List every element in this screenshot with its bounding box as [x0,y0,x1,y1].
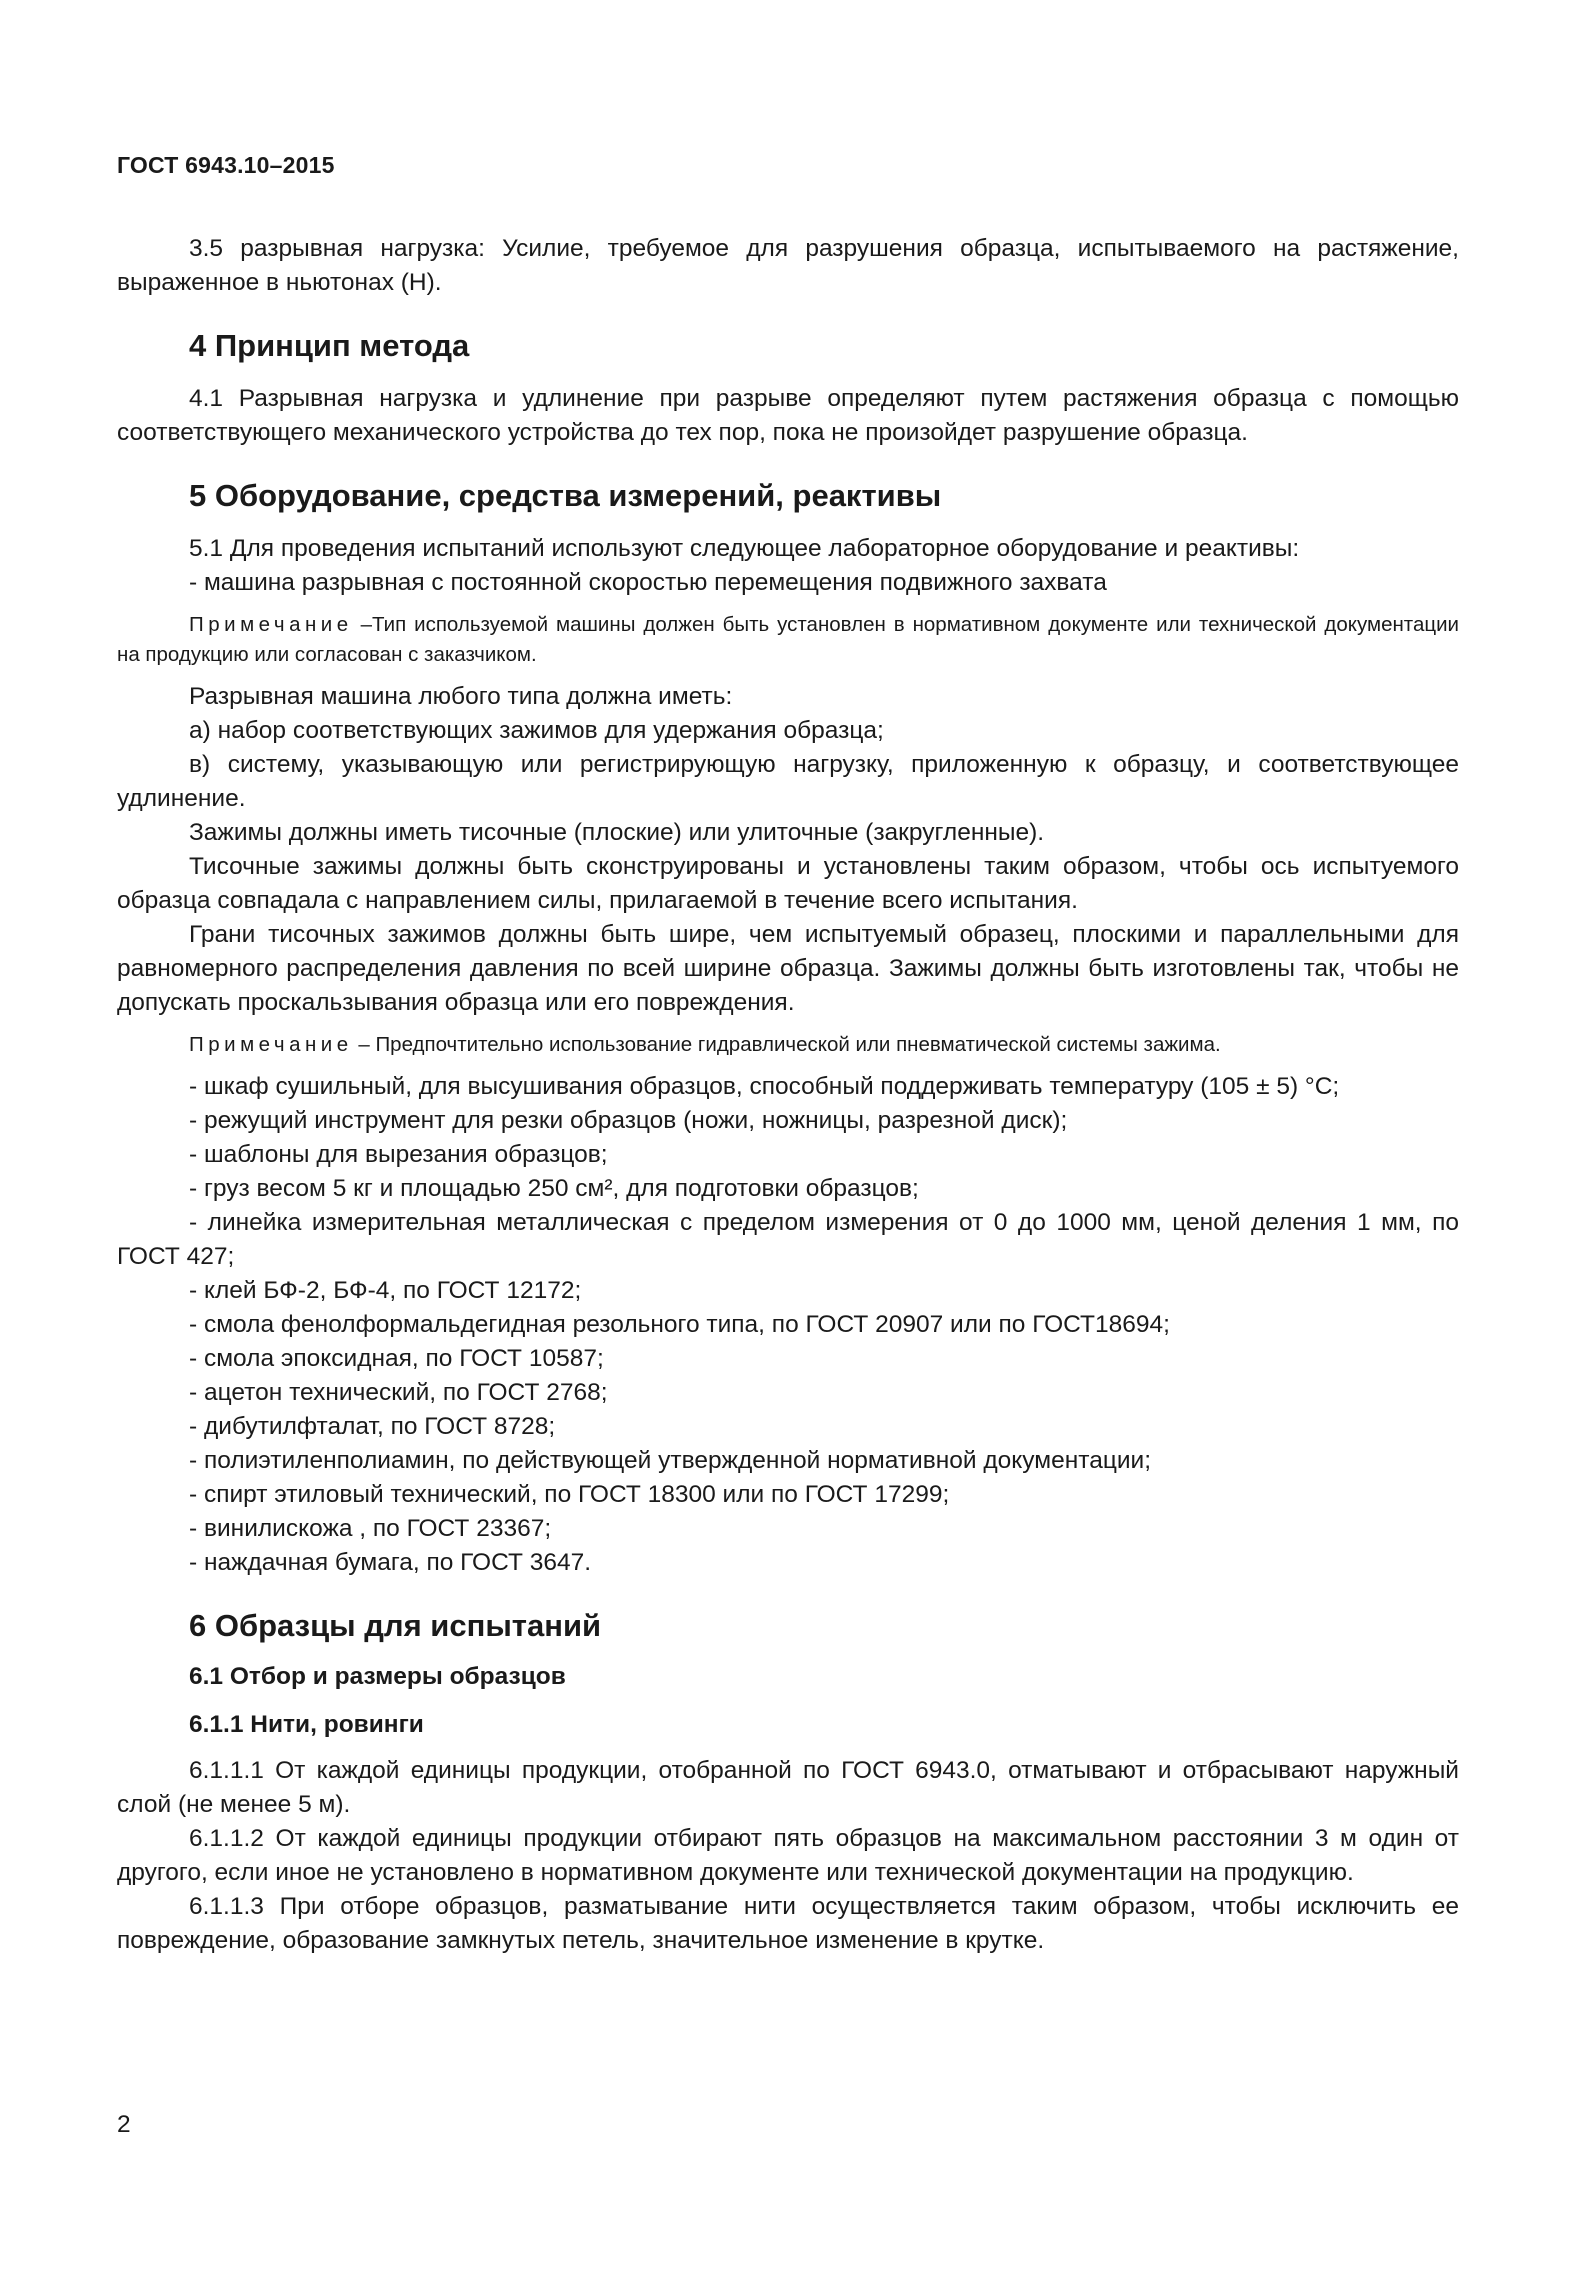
machine-requirement-a: а) набор соответствующих зажимов для удержания образца; [189,717,884,744]
equipment-item: - винилискожа , по ГОСТ 23367; [189,1515,552,1542]
note-2-text: – Предпочтительно использование гидравлической или пневматической системы зажима. [352,1033,1221,1056]
clamps-installation: Тисочные зажимы должны быть сконструированы и установлены таким образом, чтобы ось испытуемого образца совпадала с направлением силы, прилагаемой в течение всего испытания. [117,853,1459,914]
section-6-title: 6 Образцы для испытаний [189,1608,602,1643]
equipment-item: - смола эпоксидная, по ГОСТ 10587; [189,1345,604,1372]
section-5-title: 5 Оборудование, средства измерений, реактивы [189,478,942,513]
clamps-faces: Грани тисочных зажимов должны быть шире, чем испытуемый образец, плоскими и параллельными для равномерного распределения давления по всей ширине образца. Зажимы должны быть изготовлены так, чтобы не допускать проскальзывания образца или его повреждения. [117,921,1459,1016]
clause-6-1-1-2: 6.1.1.2 От каждой единицы продукции отбирают пять образцов на максимальном расстоянии 3 м один от другого, если иное не установлено в нормативном документе или технической документации на продукцию. [117,1825,1459,1886]
equipment-item: - линейка измерительная металлическая с пределом измерения от 0 до 1000 мм, ценой деления 1 мм, по ГОСТ 427; [117,1209,1459,1270]
note-1-label: Примечание [189,613,353,636]
clause-3-5: 3.5 разрывная нагрузка: Усилие, требуемое для разрушения образца, испытываемого на растяжение, выраженное в ньютонах (Н). [117,235,1459,296]
clause-5-1: 5.1 Для проведения испытаний используют следующее лабораторное оборудование и реактивы: [189,535,1300,562]
equipment-item: - шкаф сушильный, для высушивания образцов, способный поддерживать температуру (105 ± 5) °С; [189,1073,1340,1100]
document-body [117,232,1459,1958]
clamps-types: Зажимы должны иметь тисочные (плоские) или улиточные (закругленные). [189,819,1045,846]
section-4-title: 4 Принцип метода [189,328,470,363]
page-number: 2 [117,2111,131,2138]
note-1-text: –Тип используемой машины должен быть установлен в нормативном документе или технической документации на продукцию или согласован с заказчиком. [117,613,1459,666]
note-1 [117,610,1459,670]
equipment-item: - дибутилфталат, по ГОСТ 8728; [189,1413,556,1440]
equipment-item: - наждачная бумага, по ГОСТ 3647. [189,1549,592,1576]
subsection-6-1-1-title: 6.1.1 Нити, ровинги [189,1711,424,1738]
equipment-item: - режущий инструмент для резки образцов (ножи, ножницы, разрезной диск); [189,1107,1068,1134]
equipment-item: - клей БФ-2, БФ-4, по ГОСТ 12172; [189,1277,582,1304]
machine-requirement-v: в) систему, указывающую или регистрирующую нагрузку, приложенную к образцу, и соответствующее удлинение. [117,751,1459,812]
equipment-item: - груз весом 5 кг и площадью 250 см², для подготовки образцов; [189,1175,919,1202]
equipment-item: - смола фенолформальдегидная резольного типа, по ГОСТ 20907 или по ГОСТ18694; [189,1311,1170,1338]
equipment-item: - ацетон технический, по ГОСТ 2768; [189,1379,608,1406]
equipment-item: - спирт этиловый технический, по ГОСТ 18300 или по ГОСТ 17299; [189,1481,950,1508]
subsection-6-1-title: 6.1 Отбор и размеры образцов [189,1663,566,1690]
clause-4-1: 4.1 Разрывная нагрузка и удлинение при разрыве определяют путем растяжения образца с помощью соответствующего механического устройства до тех пор, пока не произойдет разрушение образца. [117,385,1459,446]
equipment-item: - шаблоны для вырезания образцов; [189,1141,608,1168]
machine-requirements-intro: Разрывная машина любого типа должна иметь: [189,683,733,710]
note-2-label: Примечание [189,1033,353,1056]
note-2 [117,1030,1459,1060]
clause-6-1-1-1: 6.1.1.1 От каждой единицы продукции, отобранной по ГОСТ 6943.0, отматывают и отбрасывают наружный слой (не менее 5 м). [117,1757,1459,1818]
clause-6-1-1-3: 6.1.1.3 При отборе образцов, разматывание нити осуществляется таким образом, чтобы исключить ее повреждение, образование замкнутых петель, значительное изменение в крутке. [117,1893,1459,1954]
document-id: ГОСТ 6943.10–2015 [117,152,335,178]
equipment-item-machine: - машина разрывная с постоянной скоростью перемещения подвижного захвата [189,569,1107,596]
equipment-item: - полиэтиленполиамин, по действующей утвержденной нормативной документации; [189,1447,1152,1474]
